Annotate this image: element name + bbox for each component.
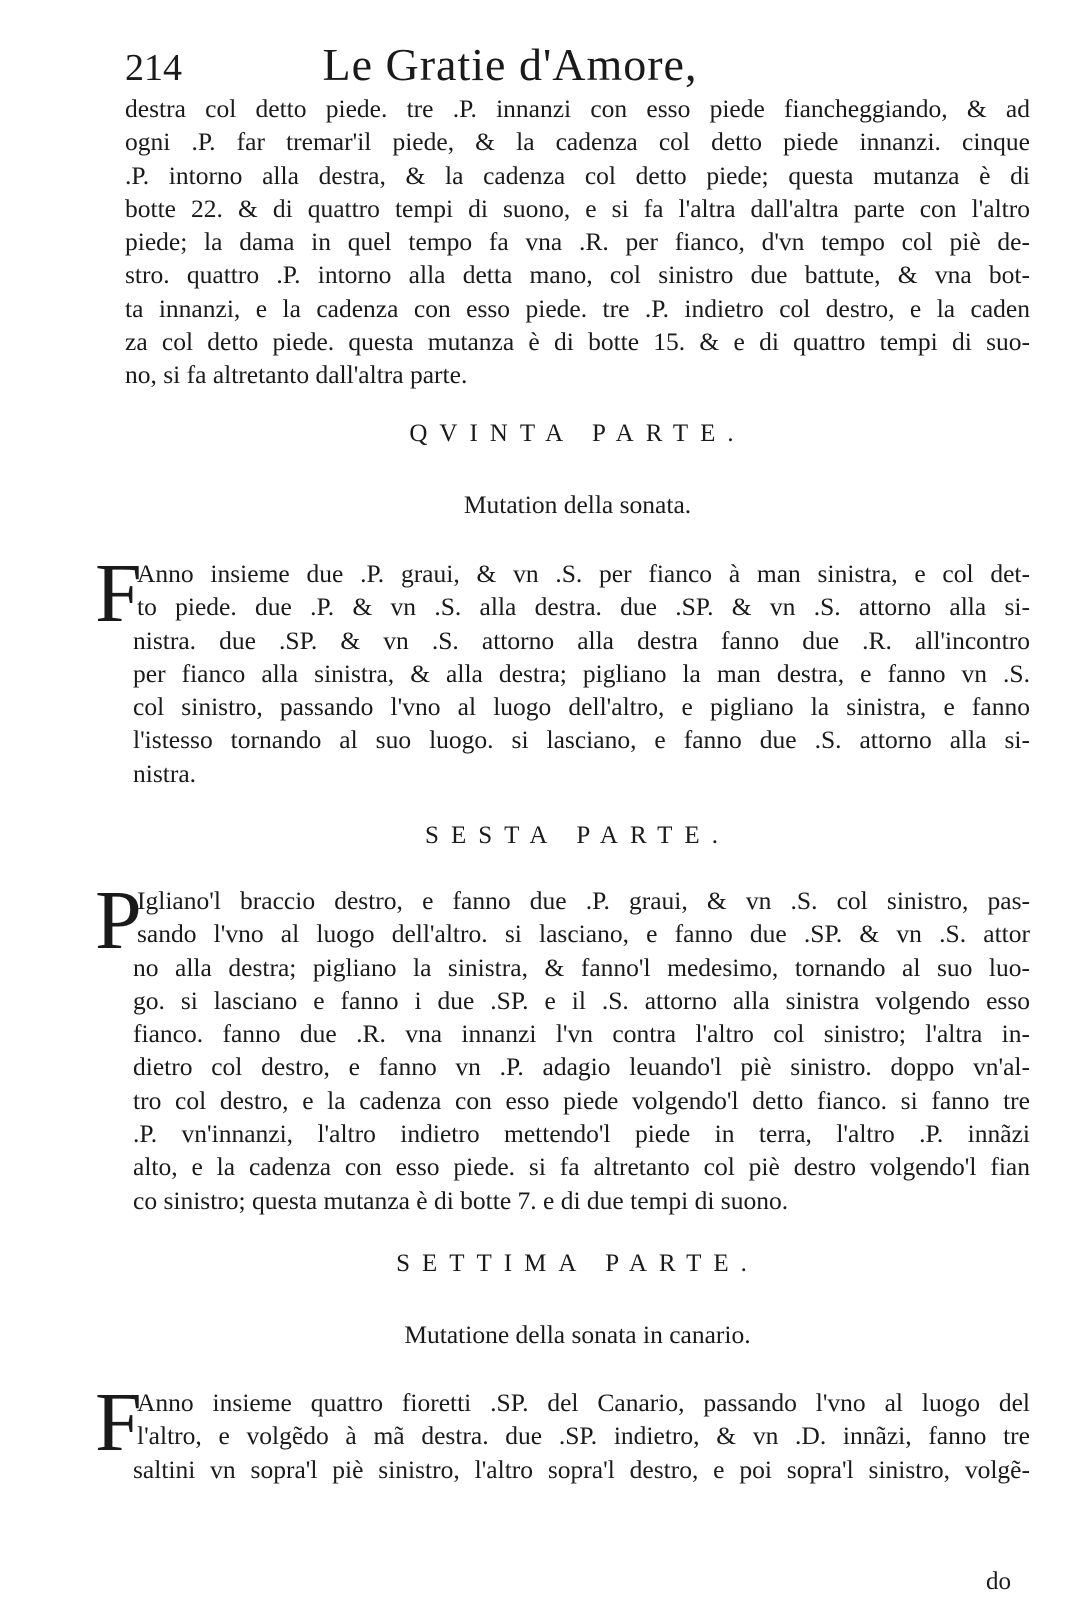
text-line: destra col detto piede. tre .P. innanzi con esso piede fiancheggiando, & ad	[125, 94, 1030, 123]
text-line: nistra. due .SP. & vn .S. attorno alla destra fanno due .R. all'incontro	[133, 625, 1030, 655]
paragraph-quinta-parte	[95, 547, 1030, 790]
text-line: tro col destro, e la cadenza con esso piede volgendo'l detto fianco. si fanno tre	[133, 1085, 1030, 1115]
drop-cap: F	[95, 547, 142, 640]
text-line: alto, e la cadenza con esso piede. si fa altretanto col piè destro volgendo'l fian	[133, 1152, 1030, 1182]
section-heading-quinta-parte: QVINTA PARTE.	[409, 420, 746, 447]
text-line: botte 22. & di quattro tempi di suono, e si fa l'altra dall'altra parte con l'altro	[125, 193, 1030, 223]
text-line: l'altro, e volgẽdo à mã destra. due .SP. indietro, & vn .D. innãzi, fanno tre	[137, 1421, 1030, 1451]
continued-text-block	[125, 92, 1030, 392]
text-line: go. si lasciano e fanno i due .SP. e il .S. attorno alla sinistra volgendo esso	[133, 985, 1030, 1015]
text-line: piede; la dama in quel tempo fa vna .R. per fianco, d'vn tempo col piè de-	[125, 227, 1030, 257]
text-line: .P. intorno alla destra, & la cadenza col detto piede; questa mutanza è di	[125, 160, 1030, 190]
section-heading-settima-parte: SETTIMA PARTE.	[396, 1250, 759, 1277]
drop-cap: P	[95, 874, 142, 967]
paragraph-sesta-parte	[95, 874, 1030, 1217]
page-header	[125, 38, 1045, 98]
text-line: l'istesso tornando al suo luogo. si lasciano, e fanno due .S. attorno alla si-	[133, 725, 1030, 755]
text-line: to piede. due .P. & vn .S. alla destra. due .SP. & vn .S. attorno alla si-	[137, 592, 1030, 622]
drop-cap: F	[95, 1376, 142, 1469]
text-line: nistra.	[133, 758, 197, 788]
text-line: Igliano'l braccio destro, e fanno due .P. graui, & vn .S. col sinistro, pas-	[137, 886, 1030, 915]
catchword: do	[986, 1568, 1011, 1595]
paragraph-settima-parte	[95, 1376, 1030, 1486]
section-subheading-mutation-sonata: Mutation della sonata.	[463, 490, 692, 519]
text-line: .P. vn'innanzi, l'altro indietro mettendo'l piede in terra, l'altro .P. innãzi	[133, 1119, 1030, 1149]
text-line: saltini vn sopra'l piè sinistro, l'altro sopra'l destro, e poi sopra'l sinistro, volgẽ-	[133, 1454, 1030, 1484]
text-line: ogni .P. far tremar'il piede, & la cadenza col detto piede innanzi. cinque	[125, 127, 1030, 157]
text-line: per fianco alla sinistra, & alla destra; pigliano la man destra, e fanno vn .S.	[133, 658, 1030, 688]
page-number: 214	[125, 47, 182, 89]
text-line: stro. quattro .P. intorno alla detta mano, col sinistro due battute, & vna bot-	[125, 260, 1030, 290]
section-heading-sesta-parte: SESTA PARTE.	[425, 822, 730, 849]
text-line: sando l'vno al luogo dell'altro. si lasciano, e fanno due .SP. & vn .S. attor	[137, 919, 1030, 949]
text-line: no alla destra; pigliano la sinistra, & fanno'l medesimo, tornando al suo luo-	[133, 952, 1030, 982]
section-subheading-mutatione-canario: Mutatione della sonata in canario.	[404, 1320, 751, 1349]
text-line: Anno insieme quattro fioretti .SP. del Canario, passando l'vno al luogo del	[137, 1388, 1030, 1417]
text-line: col sinistro, passando l'vno al luogo dell'altro, e pigliano la sinistra, e fanno	[133, 692, 1030, 722]
text-line: co sinistro; questa mutanza è di botte 7. e di due tempi di suono.	[133, 1185, 789, 1215]
text-line: no, si fa altretanto dall'altra parte.	[125, 360, 468, 390]
text-line: fianco. fanno due .R. vna innanzi l'vn contra l'altro col sinistro; l'altra in-	[133, 1019, 1030, 1049]
running-title: Le Gratie d'Amore,	[322, 39, 698, 90]
text-line: dietro col destro, e fanno vn .P. adagio leuando'l piè sinistro. doppo vn'al-	[133, 1052, 1030, 1082]
text-line: za col detto piede. questa mutanza è di botte 15. & e di quattro tempi di suo-	[125, 327, 1030, 357]
text-line: ta innanzi, e la cadenza con esso piede. tre .P. indietro col destro, e la caden	[125, 293, 1030, 323]
text-line: Anno insieme due .P. graui, & vn .S. per fianco à man sinistra, e col det-	[137, 559, 1030, 588]
